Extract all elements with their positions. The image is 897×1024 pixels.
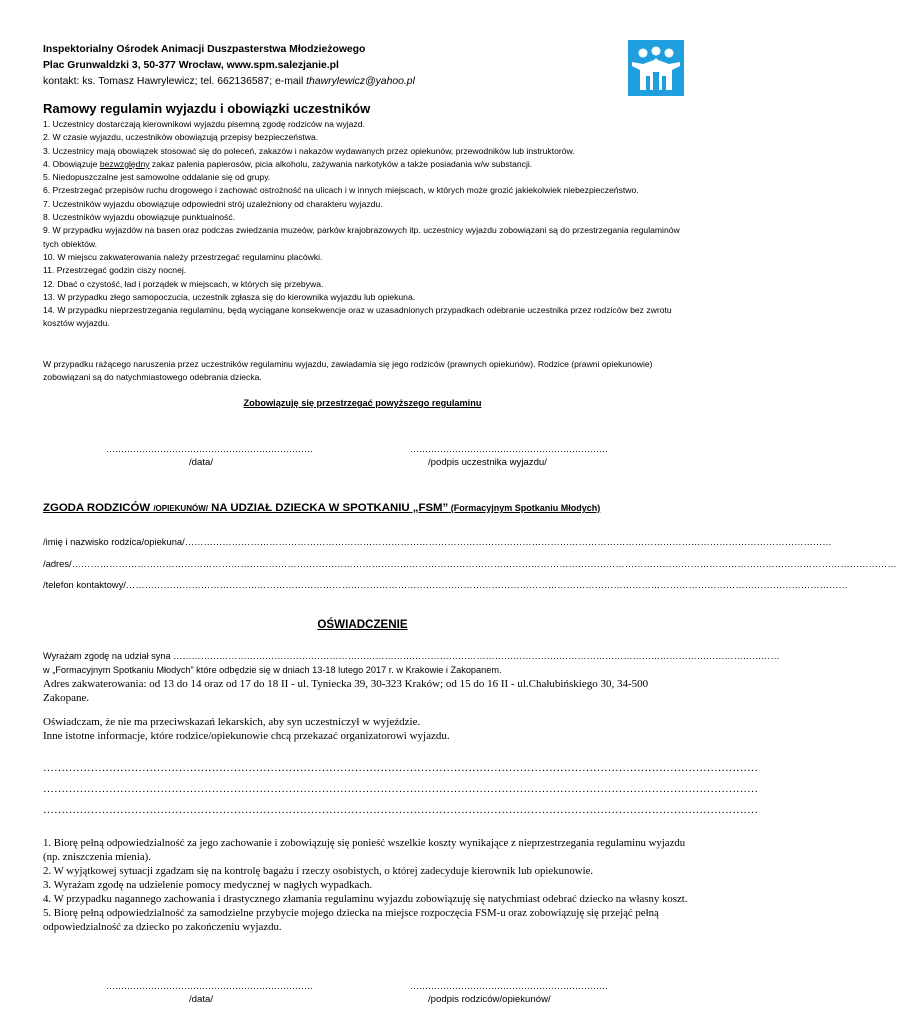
rule-item: 6. Przestrzegać przepisów ruchu drogowego i zachować ostrożność na ulicach i w innych miejscach, w których może grozić jakiekolwiek niebezpieczeństwo. (43, 185, 639, 196)
obligation-item: 5. Biorę pełną odpowiedzialność za samodzielne przybycie mojego dziecka na miejsce rozpoczęcia FSM-u oraz zobowiązuję się przejąć pełną odpowiedzialność za dziecko po zakończeniu wyjazdu. (43, 907, 659, 933)
date-line-2: …………………………………………………………… (106, 981, 313, 991)
org-name: Inspektorialny Ośrodek Animacji Duszpasterstwa Młodzieżowego (43, 44, 366, 55)
obligations-list (43, 836, 695, 934)
medical-statement: Oświadczam, że nie ma przeciwskazań lekarskich, aby syn uczestniczył w wyjeździe. (43, 716, 421, 728)
date-label-2: /data/ (189, 994, 214, 1005)
salesian-logo-icon (628, 40, 684, 96)
son-name-field[interactable]: Wyrażam zgodę na udział syna ……………………………………………………………………………………………………………………………………………………………………………… (43, 651, 780, 661)
rule-item: 3. Uczestnicy mają obowiązek stosować się do poleceń, zakazów i nakazów wydawanych przez opiekunów, przewodników lub instruktorów. (43, 145, 575, 156)
rule-item: 14. W przypadku nieprzestrzegania regulaminu, będą wyciągane konsekwencje oraz w uzasadnionych przypadkach odebranie uczestnika przez rodziców bez zwrotu kosztów wyjazdu. (43, 305, 672, 329)
date-label-1: /data/ (189, 457, 214, 468)
additional-info-label: Inne istotne informacje, które rodzice/opiekunowie chcą przekazać organizatorowi wyjazdu. (43, 730, 450, 742)
header (43, 42, 415, 90)
additional-info-line[interactable]: …………………………………………………………………………………………………………………………………………………………………………… (43, 762, 758, 774)
rule-item (43, 158, 693, 171)
rule-4-start: 4. Obowiązuje (43, 158, 100, 169)
event-info: w „Formacyjnym Spotkaniu Młodych” które odbędzie się w dniach 13-18 lutego 2017 r. w Krakowie i Zakopanem. (43, 664, 502, 675)
additional-info-line[interactable]: …………………………………………………………………………………………………………………………………………………………………………… (43, 783, 758, 795)
date-line-1: …………………………………………………………… (106, 444, 313, 454)
rules-list (43, 118, 693, 331)
medical-declaration (43, 715, 693, 743)
obligation-item: 2. W wyjątkowej sytuacji zgadzam się na kontrolę bagażu i rzeczy osobistych, o której zadecyduje kierownik lub opiekunowie. (43, 865, 594, 877)
org-address: Plac Grunwaldzki 3, 50-377 Wrocław, www.spm.salezjanie.pl (43, 60, 339, 71)
signature-line-1: ………………………………………………………… (410, 444, 608, 454)
contact-text: kontakt: ks. Tomasz Hawrylewicz; tel. 662136587; e-mail (43, 76, 307, 87)
rule-item: 5. Niedopuszczalne jest samowolne oddalanie się od grupy. (43, 172, 271, 183)
obligation-item: 3. Wyrażam zgodę na udzielenie pomocy medycznej w nagłych wypadkach. (43, 879, 373, 891)
pledge-heading: Zobowiązuję się przestrzegać powyższego regulaminu (243, 398, 482, 408)
consent-paragraph (43, 650, 780, 677)
rule-item: 9. W przypadku wyjazdów na basen oraz podczas zwiedzania muzeów, parków krajobrazowych itp. uczestnicy wyjazdu zobowiązani są do przestrzegania regulaminów tych obiektów. (43, 225, 680, 249)
rule-item: 7. Uczestników wyjazdu obowiązuje odpowiedni strój uzależniony od charakteru wyjazdu. (43, 198, 383, 209)
consent-part-1: ZGODA RODZICÓW (43, 502, 154, 514)
additional-info-line[interactable]: …………………………………………………………………………………………………………………………………………………………………………… (43, 804, 758, 816)
regulations-title: Ramowy regulamin wyjazdu i obowiązki uczestników (43, 101, 371, 116)
obligation-item: 4. W przypadku nagannego zachowania i drastycznego złamania regulaminu wyjazdu zobowiązuję się natychmiast odebrać dziecko na własny koszt. (43, 893, 688, 905)
parental-consent-heading (43, 502, 600, 514)
violation-note: W przypadku rażącego naruszenia przez uczestników regulaminu wyjazdu, zawiadamia się jego rodziców (prawnych opiekunów). Rodzice (prawni opiekunowie) zobowiązani są do natychmiastowego odebrania dziecka. (43, 359, 653, 383)
declaration-heading: OŚWIADCZENIE (317, 618, 408, 631)
rule-item: 12. Dbać o czystość, ład i porządek w miejscach, w których się przebywa. (43, 278, 324, 289)
rule-item: 13. W przypadku złego samopoczucia, uczestnik zgłasza się do kierownika wyjazdu lub opiekuna. (43, 291, 416, 302)
rule-item: 11. Przestrzegać godzin ciszy nocnej. (43, 265, 187, 276)
rule-item: 10. W miejscu zakwaterowania należy przestrzegać regulaminu placówki. (43, 251, 323, 262)
rule-item: 2. W czasie wyjazdu, uczestników obowiązują przepisy bezpieczeństwa. (43, 132, 319, 143)
rule-4-end: zakaz palenia papierosów, picia alkoholu, zażywania narkotyków a także posiadania w/w substancji. (149, 158, 533, 169)
rule-item: 8. Uczestników wyjazdu obowiązuje punktualność. (43, 212, 236, 223)
parent-name-field[interactable]: /imię i nazwisko rodzica/opiekuna/……………………………………………………………………………………………………………………………………………………………………………………… (43, 536, 832, 547)
consent-part-3: NA UDZIAŁ DZIECKA W SPOTKANIU „FSM” (207, 502, 449, 514)
obligation-item: 1. Biorę pełną odpowiedzialność za jego zachowanie i zobowiązuję się ponieść wszelkie koszty wynikające z nieprzestrzegania regulaminu wyjazdu (np. zniszczenia mienia). (43, 837, 686, 863)
consent-part-4: (Formacyjnym Spotkaniu Młodych) (448, 503, 601, 513)
rule-item: 1. Uczestnicy dostarczają kierownikowi wyjazdu pisemną zgodę rodziców na wyjazd. (43, 119, 365, 129)
parent-signature-label: /podpis rodziców/opiekunów/ (428, 994, 551, 1005)
accommodation-address: Adres zakwaterowania: od 13 do 14 oraz od 17 do 18 II - ul. Tyniecka 39, 30-323 Kraków; od 15 do 16 II - ul.Chałubińskiego 30, 34-500 Zakopane. (43, 678, 649, 704)
signature-line-2: ………………………………………………………… (410, 981, 608, 991)
consent-part-2: /OPIEKUNÓW/ (153, 504, 208, 513)
rule-4-emphasis: bezwzględny (99, 158, 150, 169)
contact-email: thawrylewicz@yahoo.pl (306, 76, 415, 87)
phone-field[interactable]: /telefon kontaktowy/…………………………………………………………………………………………………………………………………………………………………………………………………………… (43, 579, 848, 590)
org-contact (43, 74, 415, 90)
participant-signature-label: /podpis uczestnika wyjazdu/ (428, 457, 547, 468)
address-field[interactable]: /adres/………………………………………………………………………………………………………………………………………………………………………………………………………………………………………… (43, 558, 897, 569)
